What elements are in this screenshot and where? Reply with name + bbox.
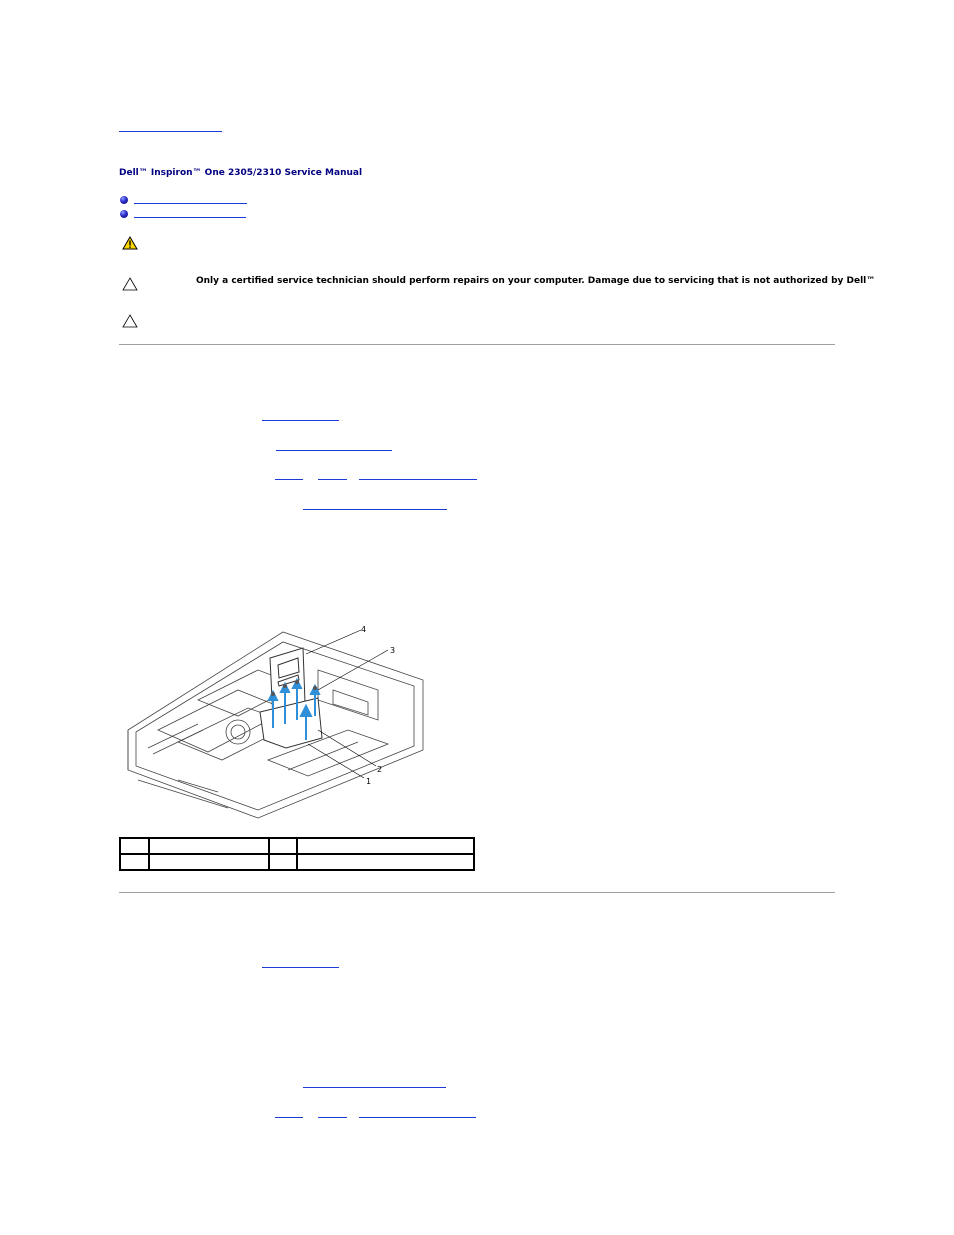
table-cell	[269, 854, 297, 870]
table-cell	[120, 854, 149, 870]
section-divider	[119, 344, 835, 345]
procedure-link[interactable]	[275, 478, 303, 480]
procedure-link[interactable]	[276, 449, 392, 451]
section-divider	[119, 892, 835, 893]
table-cell	[120, 838, 149, 854]
procedure-link[interactable]	[359, 1116, 476, 1118]
procedure-link[interactable]	[262, 419, 339, 421]
toc-bullet-icon	[120, 210, 128, 218]
assembly-illustration	[118, 620, 438, 820]
procedure-link[interactable]	[275, 1116, 303, 1118]
procedure-link[interactable]	[318, 478, 347, 480]
toc-bullet-icon	[120, 196, 128, 204]
table-cell	[297, 838, 474, 854]
toc-link-1[interactable]	[134, 202, 247, 204]
caution-icon	[122, 314, 138, 328]
back-to-contents-link[interactable]	[119, 130, 222, 132]
table-cell	[149, 854, 269, 870]
callout-1: 1	[366, 777, 372, 786]
table-cell	[269, 838, 297, 854]
warning-icon	[122, 236, 138, 250]
callout-3: 3	[390, 646, 396, 655]
procedure-link[interactable]	[262, 966, 339, 968]
table-row	[120, 838, 474, 854]
caution-notice-text: Only a certified service technician should perform repairs on your computer. Damage due to servicing that is not authorized by Dell™	[196, 276, 876, 286]
toc-link-2[interactable]	[134, 216, 246, 218]
callout-4: 4	[361, 625, 367, 634]
procedure-link[interactable]	[318, 1116, 347, 1118]
table-row	[120, 854, 474, 870]
page-title: Dell™ Inspiron™ One 2305/2310 Service Manual	[119, 168, 363, 178]
procedure-link[interactable]	[303, 1086, 446, 1088]
procedure-link[interactable]	[303, 508, 447, 510]
table-cell	[149, 838, 269, 854]
callout-2: 2	[377, 765, 383, 774]
table-cell	[297, 854, 474, 870]
caution-icon	[122, 277, 138, 291]
parts-table	[119, 837, 475, 871]
procedure-link[interactable]	[359, 478, 477, 480]
